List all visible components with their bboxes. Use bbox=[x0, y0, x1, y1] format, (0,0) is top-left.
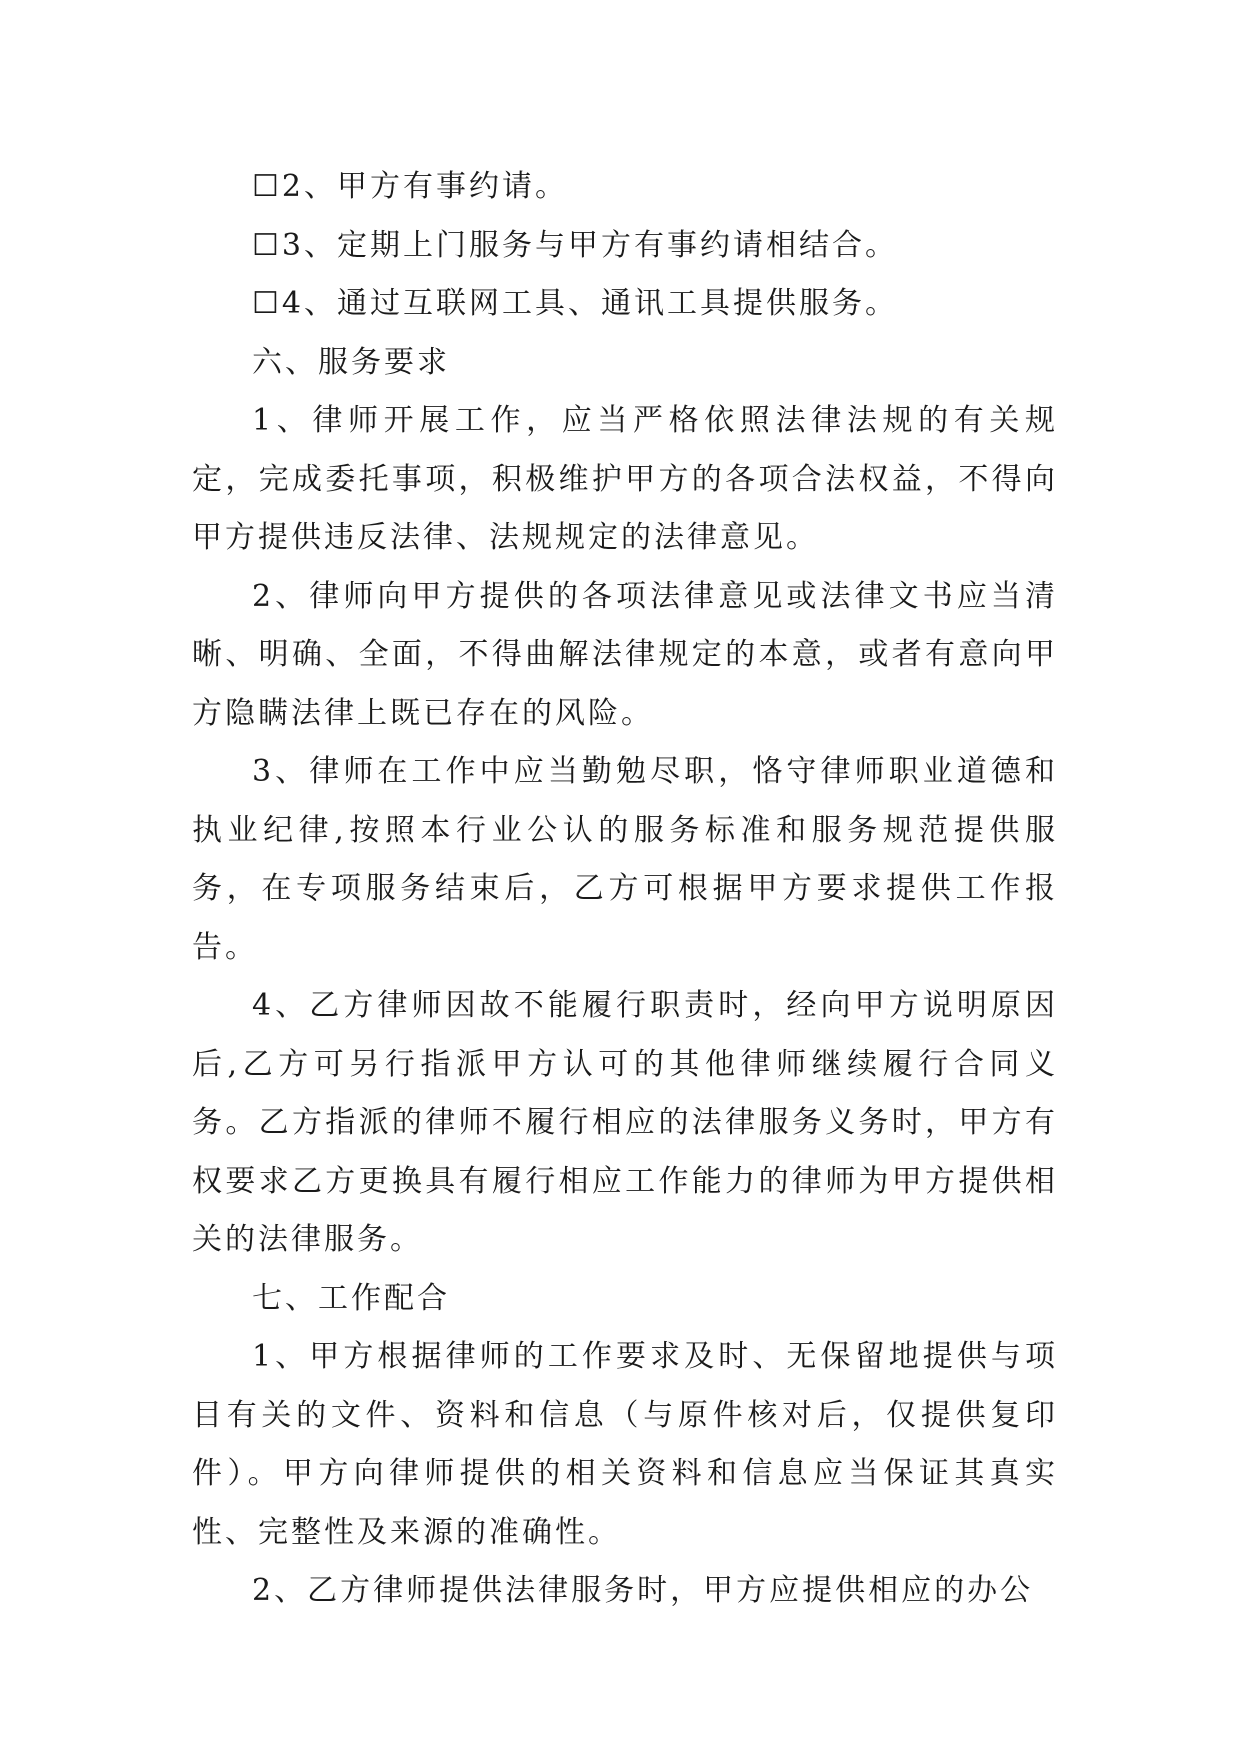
section-6-clause-3: 3、律师在工作中应当勤勉尽职，恪守律师职业道德和执业纪律,按照本行业公认的服务标准和服务规范提供服务，在专项服务结束后，乙方可根据甲方要求提供工作报告。 bbox=[192, 754, 1058, 965]
option-2-paragraph: ☐2、甲方有事约请。 bbox=[252, 169, 568, 204]
section-6-clause-2: 2、律师向甲方提供的各项法律意见或法律文书应当清晰、明确、全面，不得曲解法律规定的本意，或者有意向甲方隐瞒法律上既已存在的风险。 bbox=[192, 578, 1058, 731]
option-4-paragraph: ☐4、通过互联网工具、通讯工具提供服务。 bbox=[252, 286, 898, 321]
section-6-heading: 六、服务要求 bbox=[252, 344, 450, 380]
section-6-clause-1: 1、律师开展工作，应当严格依照法律法规的有关规定，完成委托事项，积极维护甲方的各项合法权益，不得向甲方提供违反法律、法规规定的法律意见。 bbox=[192, 403, 1058, 555]
section-7-clause-2: 2、乙方律师提供法律服务时，甲方应提供相应的办公 bbox=[252, 1573, 1034, 1608]
document-page bbox=[192, 158, 1058, 1621]
section-7-clause-1: 1、甲方根据律师的工作要求及时、无保留地提供与项目有关的文件、资料和信息（与原件核对后，仅提供复印件）。甲方向律师提供的相关资料和信息应当保证其真实性、完整性及来源的准确性。 bbox=[192, 1339, 1058, 1550]
option-3-paragraph: ☐3、定期上门服务与甲方有事约请相结合。 bbox=[252, 227, 898, 263]
section-7-heading: 七、工作配合 bbox=[252, 1280, 450, 1316]
section-6-clause-4: 4、乙方律师因故不能履行职责时，经向甲方说明原因后,乙方可另行指派甲方认可的其他律师继续履行合同义务。乙方指派的律师不履行相应的法律服务义务时，甲方有权要求乙方更换具有履行相应工作能力的律师为甲方提供相关的法律服务。 bbox=[192, 988, 1058, 1257]
